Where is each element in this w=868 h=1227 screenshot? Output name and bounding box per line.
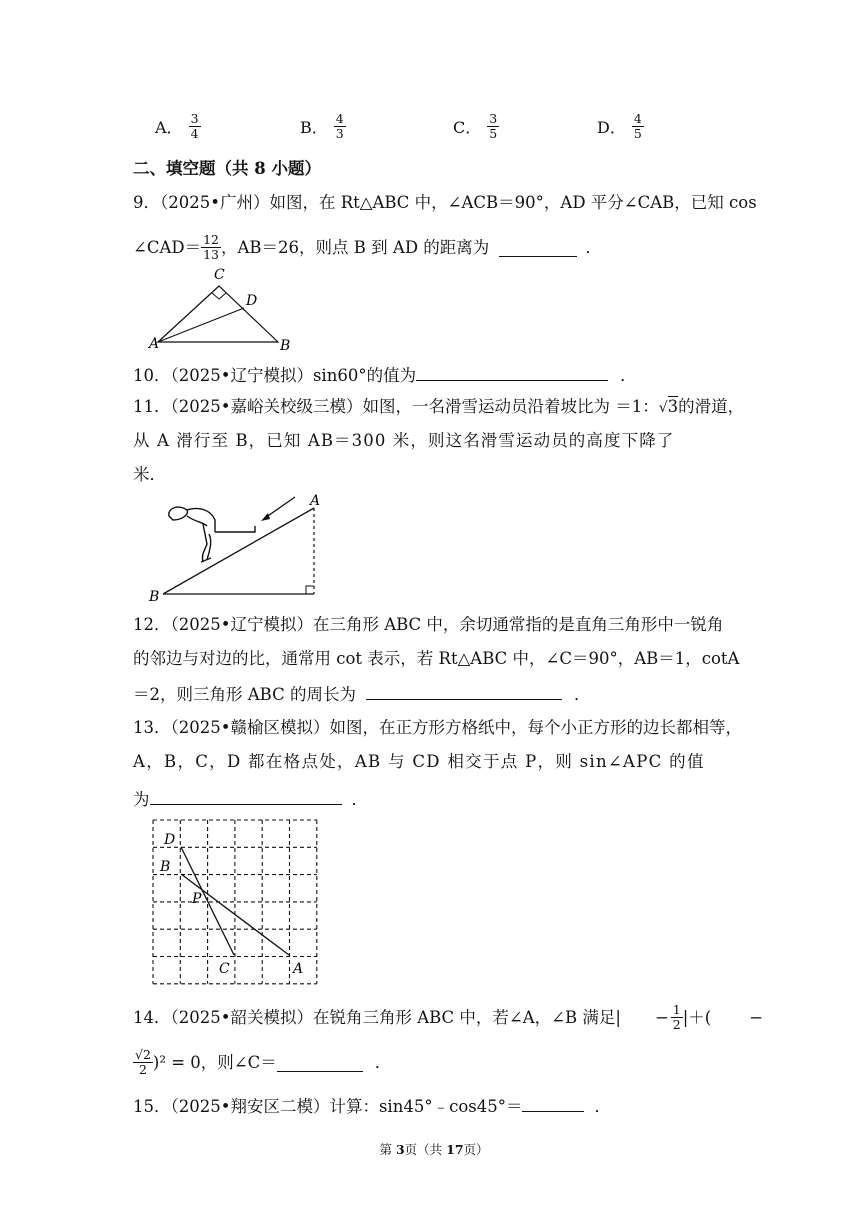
q11-line1: 11．（2025•嘉峪关校级三模）如图，一名滑雪运动员沿着坡比为 ＝1：√3的滑道， [133, 397, 745, 416]
arrow-head-icon [261, 513, 270, 521]
option-label: C． [453, 118, 482, 137]
triangle-abc [158, 286, 278, 342]
option-label: D． [597, 118, 626, 137]
segment-ad [158, 308, 244, 342]
right-angle-mark [306, 586, 314, 594]
slope-ab [163, 508, 314, 594]
label-b: B [160, 859, 171, 875]
label-b: B [149, 589, 160, 605]
fraction: $\frac{4}{3}$ [335, 111, 344, 141]
q11-line2: 从 A 滑行至 B，已知 AB＝300 米，则这名滑雪运动员的高度下降了 [133, 431, 675, 450]
label-p: P [192, 891, 202, 907]
fraction: $\frac{12}{13}$ [203, 232, 220, 262]
q11-line3: 米． [133, 465, 166, 484]
option-c [453, 112, 499, 141]
q15-line: 15．（2025•翔安区二模）计算：sin45°﹣cos45°＝ ． [133, 1093, 611, 1119]
fraction: $\frac{3}{5}$ [489, 111, 498, 141]
label-d: D [164, 832, 176, 848]
q13-grid-figure [145, 813, 325, 989]
q9-line1: 9．（2025•广州）如图，在 Rt△ABC 中，∠ACB＝90°，AD 平分∠CAB，已知 cos [133, 193, 757, 212]
section-heading: 二、填空题（共 8 小题） [133, 159, 321, 178]
sqrt-symbol: √ [658, 400, 668, 416]
q13-line2: A，B，C，D 都在格点处，AB 与 CD 相交于点 P，则 sin∠APC 的值 [133, 752, 705, 771]
q9-triangle-figure [145, 262, 305, 354]
label-c: C [214, 267, 225, 283]
label-a: A [149, 336, 160, 352]
option-a [155, 112, 201, 141]
answer-blank[interactable] [150, 786, 342, 805]
label-a: A [293, 961, 304, 977]
answer-blank[interactable] [277, 1053, 363, 1072]
q12-line3: ＝2，则三角形 ABC 的周长为 ． [133, 681, 590, 707]
q14-line1: 14．（2025•韶关模拟）在锐角三角形 ABC 中，若∠A，∠B 满足| − $\frac{1}{2}$ |＋( − [133, 1002, 764, 1032]
page-footer: 第 3页（共 17页） [379, 1142, 489, 1157]
q11-ski-slope-figure [143, 488, 333, 606]
option-label: B． [300, 118, 328, 137]
label-c: C [219, 961, 230, 977]
direction-arrow [265, 497, 295, 518]
dashed-grid [153, 820, 317, 984]
q9-line2: ∠CAD＝ $\frac{12}{13}$ ，AB＝26，则点 B 到 AD 的距离为 ． [133, 232, 602, 262]
right-angle-mark [212, 293, 226, 299]
fraction: $\frac{1}{2}$ [672, 1002, 681, 1032]
answer-blank[interactable] [416, 362, 608, 381]
fraction: $\frac{4}{5}$ [633, 111, 642, 141]
option-d [597, 112, 644, 141]
fraction: $\frac{3}{4}$ [190, 111, 199, 141]
answer-blank[interactable] [366, 681, 562, 700]
q13-line1: 13．（2025•赣榆区模拟）如图，在正方形方格纸中，每个小正方形的边长都相等， [133, 718, 742, 737]
q12-line2: 的邻边与对边的比，通常用 cot 表示，若 Rt△ABC 中，∠C＝90°，AB＝1，cotA [133, 649, 740, 668]
q10-line: 10．（2025•辽宁模拟）sin60°的值为 ． [133, 362, 637, 388]
q13-line3: 为 ． [133, 786, 368, 812]
skier-icon [169, 507, 255, 562]
answer-blank[interactable] [522, 1093, 584, 1112]
label-d: D [246, 293, 258, 309]
option-label: A． [155, 118, 183, 137]
label-b: B [280, 338, 291, 354]
answer-blank[interactable] [499, 238, 577, 257]
option-b [300, 112, 346, 141]
label-a: A [310, 493, 321, 509]
q14-line2: $\frac{√2}{2}$ )² = 0，则∠C＝ ． [135, 1047, 392, 1077]
fraction: $\frac{√2}{2}$ [135, 1047, 151, 1077]
q12-line1: 12．（2025•辽宁模拟）在三角形 ABC 中，余切通常指的是直角三角形中一锐角 [133, 615, 724, 634]
